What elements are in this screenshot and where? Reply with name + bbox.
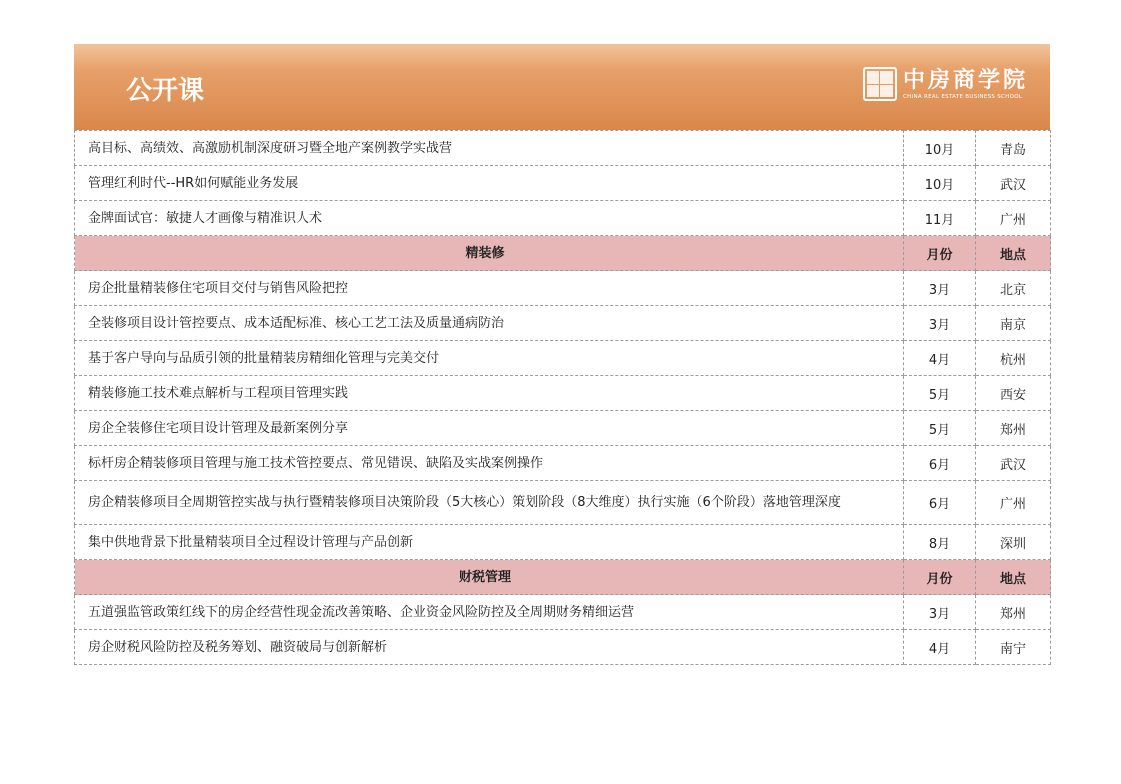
course-month: 8月: [904, 525, 976, 560]
course-title: 标杆房企精装修项目管理与施工技术管控要点、常见错误、缺陷及实战案例操作: [75, 446, 904, 481]
course-title: 房企批量精装修住宅项目交付与销售风险把控: [75, 271, 904, 306]
course-title: 高目标、高绩效、高激励机制深度研习暨全地产案例教学实战营: [75, 131, 904, 166]
course-title: 集中供地背景下批量精装项目全过程设计管理与产品创新: [75, 525, 904, 560]
course-month: 3月: [904, 271, 976, 306]
course-city: 青岛: [976, 131, 1051, 166]
month-header: 月份: [904, 560, 976, 595]
course-schedule-table: [74, 130, 1051, 665]
course-city: 西安: [976, 376, 1051, 411]
table-row: [75, 201, 1051, 236]
city-header: 地点: [976, 236, 1051, 271]
course-title: 五道强监管政策红线下的房企经营性现金流改善策略、企业资金风险防控及全周期财务精细运营: [75, 595, 904, 630]
course-city: 郑州: [976, 595, 1051, 630]
table-row: [75, 166, 1051, 201]
table-row: [75, 411, 1051, 446]
course-title: 管理红利时代--HR如何赋能业务发展: [75, 166, 904, 201]
header-banner: [74, 44, 1050, 130]
course-month: 3月: [904, 595, 976, 630]
course-title: 房企财税风险防控及税务筹划、融资破局与创新解析: [75, 630, 904, 665]
course-title: 金牌面试官：敏捷人才画像与精准识人术: [75, 201, 904, 236]
course-city: 广州: [976, 201, 1051, 236]
table-row: [75, 271, 1051, 306]
course-month: 10月: [904, 166, 976, 201]
course-city: 郑州: [976, 411, 1051, 446]
table-row: [75, 341, 1051, 376]
course-city: 北京: [976, 271, 1051, 306]
course-city: 武汉: [976, 446, 1051, 481]
table-row: [75, 131, 1051, 166]
course-title: 精装修施工技术难点解析与工程项目管理实践: [75, 376, 904, 411]
table-row: [75, 525, 1051, 560]
course-city: 南宁: [976, 630, 1051, 665]
section-header-row: [75, 560, 1051, 595]
course-month: 6月: [904, 446, 976, 481]
table-row: [75, 446, 1051, 481]
table-row: [75, 630, 1051, 665]
logo-seal-icon: [863, 67, 897, 101]
course-month: 5月: [904, 411, 976, 446]
course-city: 武汉: [976, 166, 1051, 201]
table-row: [75, 595, 1051, 630]
course-city: 杭州: [976, 341, 1051, 376]
table-row: [75, 481, 1051, 525]
course-title: 房企全装修住宅项目设计管理及最新案例分享: [75, 411, 904, 446]
section-header-row: [75, 236, 1051, 271]
course-title: 房企精装修项目全周期管控实战与执行暨精装修项目决策阶段（5大核心）策划阶段（8大维度）执行实施（6个阶段）落地管理深度: [75, 481, 904, 525]
table-row: [75, 306, 1051, 341]
section-title: 财税管理: [75, 560, 904, 595]
course-month: 4月: [904, 341, 976, 376]
section-title: 精装修: [75, 236, 904, 271]
course-city: 深圳: [976, 525, 1051, 560]
course-month: 6月: [904, 481, 976, 525]
logo-name-en: CHINA REAL ESTATE BUSINESS SCHOOL: [902, 93, 1023, 100]
course-month: 10月: [904, 131, 976, 166]
school-logo: [863, 64, 1028, 104]
course-month: 4月: [904, 630, 976, 665]
course-city: 南京: [976, 306, 1051, 341]
page-title: 公开课: [126, 76, 205, 106]
table-row: [75, 376, 1051, 411]
logo-name-cn: 中房商学院: [902, 66, 1028, 93]
course-month: 3月: [904, 306, 976, 341]
month-header: 月份: [904, 236, 976, 271]
city-header: 地点: [976, 560, 1051, 595]
course-month: 11月: [904, 201, 976, 236]
course-city: 广州: [976, 481, 1051, 525]
course-title: 全装修项目设计管控要点、成本适配标准、核心工艺工法及质量通病防治: [75, 306, 904, 341]
course-month: 5月: [904, 376, 976, 411]
course-title: 基于客户导向与品质引领的批量精装房精细化管理与完美交付: [75, 341, 904, 376]
